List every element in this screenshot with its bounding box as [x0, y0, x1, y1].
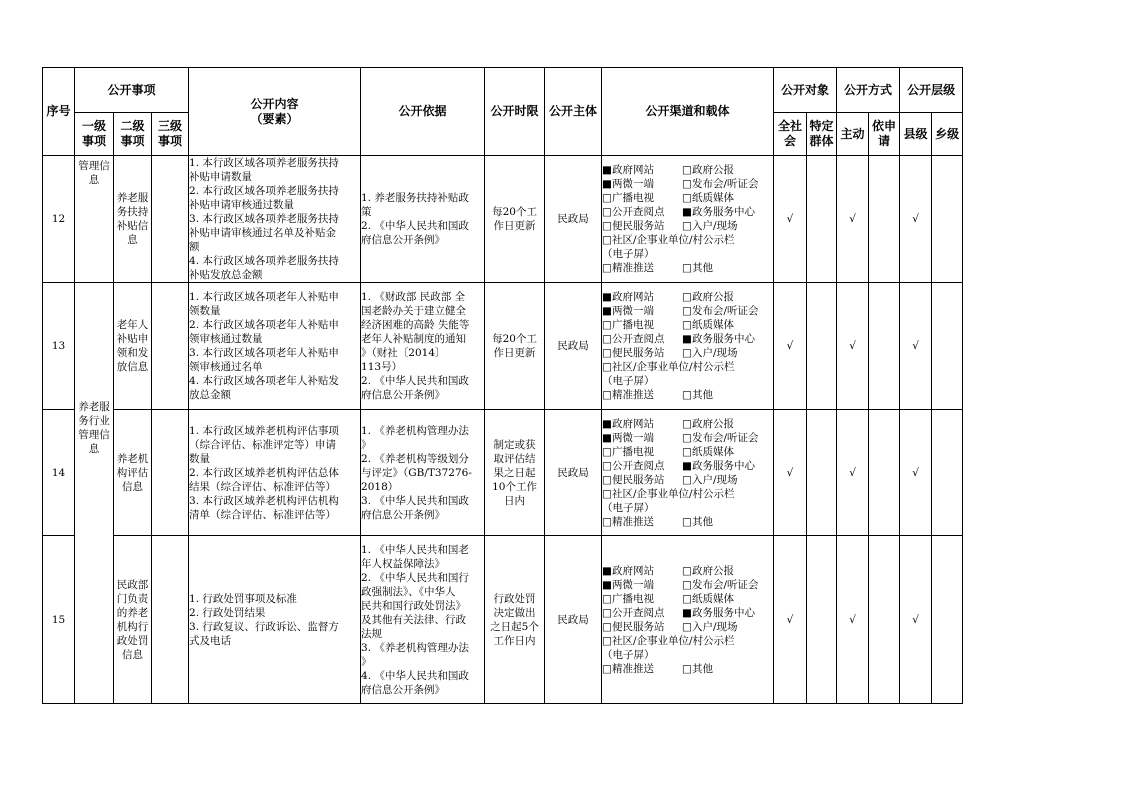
level2-cell: 养老服 务扶持 补贴信 息 — [114, 156, 152, 283]
level-county-check: √ — [900, 536, 932, 704]
deadline-cell: 行政处罚 决定做出 之日起5个 工作日内 — [485, 536, 545, 704]
channel-gov-gazette: □政府公报 — [682, 417, 734, 430]
channel-gov-gazette: □政府公报 — [682, 164, 734, 176]
channel-push: □精准推送 — [602, 515, 654, 528]
channel-reading: □公开查阅点 — [602, 206, 665, 218]
channel-screen: （电子屏） — [602, 501, 655, 514]
level2-cell: 老年人 补贴申 领和发 放信息 — [114, 283, 152, 410]
channel-other: □其他 — [682, 389, 713, 401]
header-method-active: 主动 — [837, 113, 869, 156]
basis-cell: 1. 《养老机构管理办法 》 2. 《养老机构等级划分 与评定》（GB/T37276- 2018） 3. 《中华人民共和国政 府信息公开条例》 — [361, 410, 485, 536]
channel-reading: □公开查阅点 — [602, 333, 665, 345]
channel-gov-gazette: □政府公报 — [682, 291, 734, 303]
header-level: 公开层级 — [900, 68, 963, 113]
channel-other: □其他 — [682, 662, 713, 675]
target-group-check — [807, 536, 837, 704]
header-target: 公开对象 — [774, 68, 837, 113]
row-seq: 15 — [43, 536, 75, 704]
level-town-check — [932, 410, 963, 536]
method-active-check: √ — [837, 536, 869, 704]
level-town-check — [932, 283, 963, 410]
channel-two-micro: ■两微一端 — [602, 305, 654, 317]
level3-cell — [152, 156, 189, 283]
header-deadline: 公开时限 — [485, 68, 545, 156]
deadline-cell: 每20个工 作日更新 — [485, 283, 545, 410]
channels-cell — [602, 283, 774, 410]
method-active-check: √ — [837, 283, 869, 410]
header-level-town: 乡级 — [932, 113, 963, 156]
channel-door: □入户/现场 — [682, 620, 738, 633]
header-level-county: 县级 — [900, 113, 932, 156]
channel-press: □发布会/听证会 — [682, 431, 759, 444]
channels-cell — [602, 156, 774, 283]
content-cell: 1. 行政处罚事项及标准 2. 行政处罚结果 3. 行政复议、行政诉讼、监督方 式及电话 — [189, 536, 361, 704]
channel-broadcast: □广播电视 — [602, 592, 654, 605]
channel-convenience: □便民服务站 — [602, 347, 665, 359]
table-row — [43, 536, 963, 704]
row-seq: 13 — [43, 283, 75, 410]
channel-bulletin: □社区/企事业单位/村公示栏 — [602, 234, 735, 246]
content-cell: 1. 本行政区域各项老年人补贴申 领数量 2. 本行政区域各项老年人补贴申 领审核通过数量 3. 本行政区域各项老年人补贴申 领审核通过名单 4. 本行政区域各项老年人补贴发 放总金额 — [189, 283, 361, 410]
content-cell: 1. 本行政区域养老机构评估事项 （综合评估、标准评定等）申请 数量 2. 本行政区域养老机构评估总体 结果（综合评估、标准评估等） 3. 本行政区域养老机构评估机构 清单（综合评估、标准评估等） — [189, 410, 361, 536]
channel-screen: （电子屏） — [602, 648, 655, 661]
level-town-check — [932, 156, 963, 283]
row-seq: 14 — [43, 410, 75, 536]
method-apply-check — [869, 536, 900, 704]
method-apply-check — [869, 156, 900, 283]
channel-gov-site: ■政府网站 — [602, 291, 654, 303]
level2-cell: 养老机 构评估 信息 — [114, 410, 152, 536]
channel-paper: □纸质媒体 — [682, 319, 734, 331]
channel-reading: □公开查阅点 — [602, 459, 665, 472]
target-group-check — [807, 410, 837, 536]
level-county-check: √ — [900, 283, 932, 410]
channel-broadcast: □广播电视 — [602, 319, 654, 331]
channel-service-center: ■政务服务中心 — [682, 606, 755, 619]
method-apply-check — [869, 283, 900, 410]
channel-paper: □纸质媒体 — [682, 592, 734, 605]
channel-convenience: □便民服务站 — [602, 620, 665, 633]
channel-door: □入户/现场 — [682, 220, 738, 232]
table-row — [43, 410, 963, 536]
channel-bulletin: □社区/企事业单位/村公示栏 — [602, 487, 735, 500]
channel-other: □其他 — [682, 262, 713, 274]
channel-press: □发布会/听证会 — [682, 578, 759, 591]
subject-cell: 民政局 — [545, 410, 602, 536]
header-seq: 序号 — [43, 68, 75, 156]
channel-door: □入户/现场 — [682, 347, 738, 359]
channel-other: □其他 — [682, 515, 713, 528]
channel-press: □发布会/听证会 — [682, 305, 759, 317]
header-content: 公开内容 （要素） — [189, 68, 361, 156]
header-method-apply: 依申 请 — [869, 113, 900, 156]
method-active-check: √ — [837, 410, 869, 536]
channels-cell — [602, 536, 774, 704]
channel-two-micro: ■两微一端 — [602, 431, 654, 444]
channel-bulletin: □社区/企事业单位/村公示栏 — [602, 634, 735, 647]
header-target-group: 特定 群体 — [807, 113, 837, 156]
channel-bulletin: □社区/企事业单位/村公示栏 — [602, 361, 735, 373]
level-town-check — [932, 536, 963, 704]
channel-push: □精准推送 — [602, 389, 654, 401]
target-group-check — [807, 283, 837, 410]
channel-gov-gazette: □政府公报 — [682, 564, 734, 577]
deadline-cell: 每20个工 作日更新 — [485, 156, 545, 283]
channel-broadcast: □广播电视 — [602, 445, 654, 458]
subject-cell: 民政局 — [545, 156, 602, 283]
target-all-check: √ — [774, 283, 807, 410]
channel-convenience: □便民服务站 — [602, 473, 665, 486]
basis-cell: 1. 《财政部 民政部 全 国老龄办关于建立健全 经济困难的高龄 失能等 老年人补贴制度的通知 》（财社〔2014〕 113号） 2. 《中华人民共和国政 府信息公开条例》 — [361, 283, 485, 410]
level3-cell — [152, 283, 189, 410]
deadline-cell: 制定或获 取评估结 果之日起 10个工作 日内 — [485, 410, 545, 536]
table-row — [43, 283, 963, 410]
level-county-check: √ — [900, 410, 932, 536]
disclosure-table — [42, 67, 963, 704]
channel-service-center: ■政务服务中心 — [682, 459, 755, 472]
channel-gov-site: ■政府网站 — [602, 164, 654, 176]
header-level1: 一级 事项 — [75, 113, 114, 156]
level3-cell — [152, 536, 189, 704]
channel-convenience: □便民服务站 — [602, 220, 665, 232]
channels-cell — [602, 410, 774, 536]
target-all-check: √ — [774, 410, 807, 536]
basis-cell: 1. 《中华人民共和国老 年人权益保障法》 2. 《中华人民共和国行 政强制法》、《中华人 民共和国行政处罚法》 及其他有关法律、行政 法规 3. 《养老机构管理办法 》 4. 《中华人民共和国政 府信息公开条例》 — [361, 536, 485, 704]
level1-cell: 养老服 务行业 管理信 息 — [75, 283, 114, 704]
header-level3: 三级 事项 — [152, 113, 189, 156]
content-cell: 1. 本行政区域各项养老服务扶持 补贴申请数量 2. 本行政区域各项养老服务扶持 补贴申请审核通过数量 3. 本行政区域各项养老服务扶持 补贴申请审核通过名单及补贴金 额 4. 本行政区域各项养老服务扶持 补贴发放总金额 — [189, 156, 361, 283]
target-group-check — [807, 156, 837, 283]
level1-cell: 管理信 息 — [75, 156, 114, 283]
header-method: 公开方式 — [837, 68, 900, 113]
channel-service-center: ■政务服务中心 — [682, 333, 755, 345]
target-all-check: √ — [774, 536, 807, 704]
channel-reading: □公开查阅点 — [602, 606, 665, 619]
channel-gov-site: ■政府网站 — [602, 417, 654, 430]
basis-cell: 1. 养老服务扶持补贴政 策 2. 《中华人民共和国政 府信息公开条例》 — [361, 156, 485, 283]
header-target-all: 全社 会 — [774, 113, 807, 156]
row-seq: 12 — [43, 156, 75, 283]
level3-cell — [152, 410, 189, 536]
method-apply-check — [869, 410, 900, 536]
header-items: 公开事项 — [75, 68, 189, 113]
table-row — [43, 156, 963, 283]
channel-screen: （电子屏） — [602, 375, 655, 387]
channel-screen: （电子屏） — [602, 248, 655, 260]
channel-broadcast: □广播电视 — [602, 192, 654, 204]
channel-paper: □纸质媒体 — [682, 445, 734, 458]
channel-push: □精准推送 — [602, 262, 654, 274]
target-all-check: √ — [774, 156, 807, 283]
level-county-check: √ — [900, 156, 932, 283]
header-row-1 — [43, 68, 963, 113]
channel-service-center: ■政务服务中心 — [682, 206, 755, 218]
method-active-check: √ — [837, 156, 869, 283]
subject-cell: 民政局 — [545, 536, 602, 704]
channel-press: □发布会/听证会 — [682, 178, 759, 190]
channel-door: □入户/现场 — [682, 473, 738, 486]
channel-paper: □纸质媒体 — [682, 192, 734, 204]
header-level2: 二级 事项 — [114, 113, 152, 156]
level2-cell: 民政部 门负责 的养老 机构行 政处罚 信息 — [114, 536, 152, 704]
header-subject: 公开主体 — [545, 68, 602, 156]
channel-push: □精准推送 — [602, 662, 654, 675]
header-channels: 公开渠道和载体 — [602, 68, 774, 156]
header-basis: 公开依据 — [361, 68, 485, 156]
channel-gov-site: ■政府网站 — [602, 564, 654, 577]
channel-two-micro: ■两微一端 — [602, 178, 654, 190]
channel-two-micro: ■两微一端 — [602, 578, 654, 591]
subject-cell: 民政局 — [545, 283, 602, 410]
